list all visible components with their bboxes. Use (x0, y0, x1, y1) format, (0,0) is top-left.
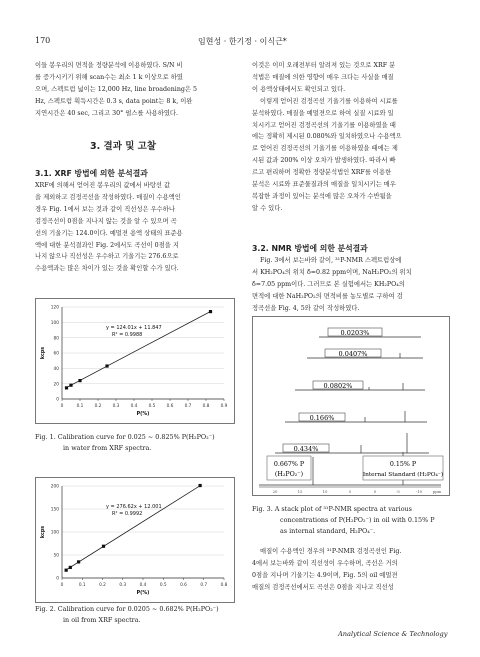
text-line: 4에서 보는바와 같이 직선성이 우수하며, 곡선은 거의 (252, 559, 398, 567)
axis-tick: -10 (415, 489, 423, 494)
text-line: 경우 Fig. 1에서 보는 것과 같이 직선성은 우수하나 (35, 205, 175, 213)
y-tick-label: 40 (53, 366, 59, 372)
y-tick-label: 0 (56, 576, 59, 582)
x-tick-label: 0.1 (76, 404, 84, 409)
equation-label: y = 276.62x + 12.001 (106, 504, 162, 510)
x-tick-label: 0.8 (220, 583, 228, 588)
equation-label: y = 124.01x + 11.847 (106, 325, 162, 331)
y-tick-label: 100 (50, 530, 59, 536)
y-tick-label: 150 (50, 507, 59, 513)
data-point (65, 569, 68, 572)
text-line: 으며, 스펙트럼 넓이는 12,000 Hz, line broadening은 5 (35, 85, 197, 93)
journal-footer: Analytical Science & Technology (338, 630, 448, 638)
caption-line: in water from XRF spectra. (63, 444, 152, 452)
text-line: 치시키고 얻어진 검정곡선의 기울기를 이용하였을 때 (252, 121, 396, 129)
right-peak-label: 0.15% P (389, 461, 417, 468)
intro-paragraph (35, 60, 235, 120)
text-line: 매질이 수용액인 경우의 ³¹P-NMR 검정곡선인 Fig. (260, 548, 402, 555)
figure-3-caption (252, 504, 452, 537)
x-tick-label: 0.3 (119, 583, 127, 588)
calibration-chart-oil (36, 478, 234, 602)
running-head: 임현성 · 한기정 · 이식근* (198, 37, 287, 46)
y-tick-label: 60 (53, 351, 59, 357)
text-line: Hz, 스펙트럼 획득시간은 0.3 s, data point는 8 k, 이완 (35, 97, 193, 105)
x-tick-label: 0.4 (139, 583, 147, 588)
y-axis-label: kcps (41, 525, 46, 539)
subsection-title: 3.1. XRF 방법에 의한 분석결과 (35, 169, 148, 178)
caption-line: concentrations of P(H₂PO₂⁻) in oil with 0.15% P (280, 516, 435, 524)
text-line: 매질의 검정곡선에서도 곡선은 0점을 지나고 직선성 (252, 583, 394, 591)
text-line: 0점을 지나며 기울기는 4.9이며, Fig. 5의 oil 예멀젼 (252, 571, 398, 579)
x-axis-label: P(%) (136, 412, 150, 417)
section-title: 3. 결과 및 고찰 (90, 141, 157, 152)
text-line: 르고 편리하며 정확한 정량분석법인 XRF를 이용한 (252, 169, 392, 177)
x-tick-label: 0.5 (148, 404, 156, 409)
y-tick-label: 100 (50, 320, 59, 326)
stack-label: 0.166% (309, 414, 335, 422)
figure-2-caption (35, 604, 240, 626)
caption-line: Fig. 2. Calibration curve for 0.0205 ~ 0.682% P(H₂PO₂⁻) (35, 605, 219, 613)
text-line: 복잡한 과정이 있어는 분석에 많은 오차가 수반됨을 (252, 192, 392, 200)
r-squared-label: R² = 0.9988 (112, 332, 143, 338)
x-tick-label: 0.9 (220, 404, 228, 409)
text-line: 이것은 이미 오래전부터 알려져 있는 것으로 XRF 분 (252, 62, 396, 69)
x-tick-label: 0.7 (184, 404, 192, 409)
text-line: 에는 정확히 제시된 0.080%와 일치하였으나 수용액으 (252, 133, 402, 141)
data-point (102, 545, 105, 548)
axis-tick: 15 (297, 489, 303, 494)
text-line: XRF에 의해서 얻어진 봉우리의 값에서 바탕선 값 (35, 182, 171, 189)
text-line: 분석하였다. 매질을 예멀젼으로 하여 실질 시료와 일 (252, 109, 394, 117)
data-point (69, 566, 72, 569)
text-line: 액에 대한 분석결과인 Fig. 2에서도 곡선이 0점을 지 (35, 241, 179, 249)
figure-1-chart (35, 298, 235, 424)
data-point (77, 560, 80, 563)
text-line: 나지 않으나 직선성은 우수하고 기울기는 276.6으로 (35, 253, 179, 261)
text-line: 이들 봉우리의 면적을 정량분석에 이용하였다. S/N 비 (35, 62, 183, 69)
text-line: 를 증가시키기 위해 scan수는 최소 1 k 이상으로 하였 (35, 73, 183, 81)
caption-line: as internal standard, H₂PO₄⁻. (280, 527, 376, 535)
text-line: 지연시간은 40 sec, 그리고 30° 펄스를 사용하였다. (35, 109, 178, 117)
text-line: 로 얻어진 검정곡선의 기울기를 이용하였을 때에는 제 (252, 145, 398, 153)
x-tick-label: 0.2 (99, 583, 106, 588)
y-tick-label: 20 (53, 382, 59, 388)
text-line: 시된 값과 200% 이상 오차가 발생하였다. 따라서 빠 (252, 157, 396, 165)
page-number: 170 (35, 36, 51, 45)
x-tick-label: 0.7 (200, 583, 208, 588)
text-line: 정곡선을 Fig. 4, 5와 같이 작성하였다. (252, 304, 360, 312)
axis-tick: -5 (396, 489, 400, 494)
text-line: 면적에 대한 NaH₂PO₂의 면적비를 농도별로 구하여 검 (252, 292, 403, 300)
text-line: δ=7.05 ppm이다. 그러므로 본 실험에서는 KH₂PO₄의 (252, 280, 405, 288)
y-tick-label: 80 (53, 336, 59, 342)
axis-tick: 20 (272, 489, 278, 494)
caption-line: Fig. 3. A stack plot of ³¹P-NMR spectra at various (252, 505, 412, 513)
data-point (105, 364, 108, 367)
x-axis-label: P(%) (136, 591, 150, 596)
text-line: 선의 기울기는 124.0이다. 예멀젼 용액 상태의 표준용 (35, 229, 183, 237)
text-line: 분석은 시료와 표준물질과의 매질을 일치시키는 매우 (252, 181, 396, 189)
x-tick-label: 0 (60, 583, 64, 588)
text-line: 서 KH₂PO₄의 위치 δ=0.82 ppm이며, NaH₂PO₂의 위치 (252, 268, 412, 276)
caption-line: in oil from XRF spectra. (63, 616, 141, 624)
left-peak-sublabel: (H₂PO₂⁻) (274, 471, 304, 478)
figure-2-chart (35, 477, 235, 603)
x-tick-label: 0.6 (180, 583, 187, 588)
discussion-paragraph (252, 60, 447, 215)
figure-1-caption (35, 432, 240, 454)
axis-tick: 0 (373, 489, 377, 494)
xrf-paragraph (35, 180, 235, 275)
caption-line: Fig. 1. Calibration curve for 0.025 ~ 0.825% P(H₂PO₂⁻) (35, 433, 215, 441)
x-tick-label: 0.8 (202, 404, 210, 409)
y-tick-label: 0 (56, 397, 59, 403)
axis-tick: ppm (432, 489, 442, 494)
y-tick-label: 200 (50, 484, 59, 490)
text-line: 이렇게 얻어진 검정곡선 기울기를 이용하여 시료를 (260, 97, 398, 105)
data-point (199, 484, 202, 487)
text-line: 이 용액상태에서도 확인되고 있다. (252, 85, 346, 93)
axis-tick: 10 (322, 489, 328, 494)
x-tick-label: 0.3 (112, 404, 120, 409)
x-tick-label: 0.4 (130, 404, 138, 409)
text-line: 석법은 매질에 의한 영향이 매우 크다는 사실을 매질 (252, 73, 394, 81)
y-tick-label: 120 (50, 305, 59, 311)
nmr-subsection-title: 3.2. NMR 방법에 의한 분석결과 (252, 244, 368, 253)
figure-3-nmr-stack-plot (252, 316, 450, 496)
x-tick-label: 0 (60, 404, 64, 409)
data-point (78, 379, 81, 382)
closing-paragraph (252, 546, 447, 594)
x-tick-label: 0.5 (159, 583, 167, 588)
x-tick-label: 0.1 (78, 583, 86, 588)
y-tick-label: 50 (53, 553, 59, 559)
y-axis-label: kcps (41, 346, 46, 360)
text-line: Fig. 3에서 보는바와 같이, ³¹P-NMR 스펙트럼상에 (260, 257, 402, 264)
fit-line (67, 311, 211, 387)
x-tick-label: 0.2 (94, 404, 102, 409)
stack-label: 0.434% (293, 445, 319, 453)
r-squared-label: R² = 0.9992 (112, 511, 143, 517)
fit-line (66, 486, 200, 570)
nmr-paragraph (252, 255, 447, 315)
text-line: 을 제외하고 검정곡선을 작성하였다. 매질이 수용액인 (35, 193, 181, 201)
nmr-spectra-svg (253, 317, 449, 495)
data-point (69, 384, 72, 387)
data-point (209, 310, 212, 313)
stack-label: 0.0407% (338, 350, 368, 358)
left-peak-label: 0.667% P (273, 461, 305, 468)
x-tick-label: 0.6 (166, 404, 174, 409)
text-line: 알 수 있다. (252, 204, 283, 212)
axis-tick: 5 (348, 489, 352, 494)
calibration-chart-water (36, 299, 234, 423)
stack-label: 0.0203% (340, 329, 370, 337)
right-peak-sublabel: Internal Standard (H₂PO₄⁻) (362, 472, 444, 478)
data-point (65, 386, 68, 389)
stack-label: 0.0802% (323, 382, 353, 390)
text-line: 검정곡선이 0점을 지나지 않는 것을 알 수 있으며 곡 (35, 217, 177, 225)
text-line: 수용액과는 많은 차이가 있는 것을 확인할 수가 있다. (35, 265, 179, 273)
